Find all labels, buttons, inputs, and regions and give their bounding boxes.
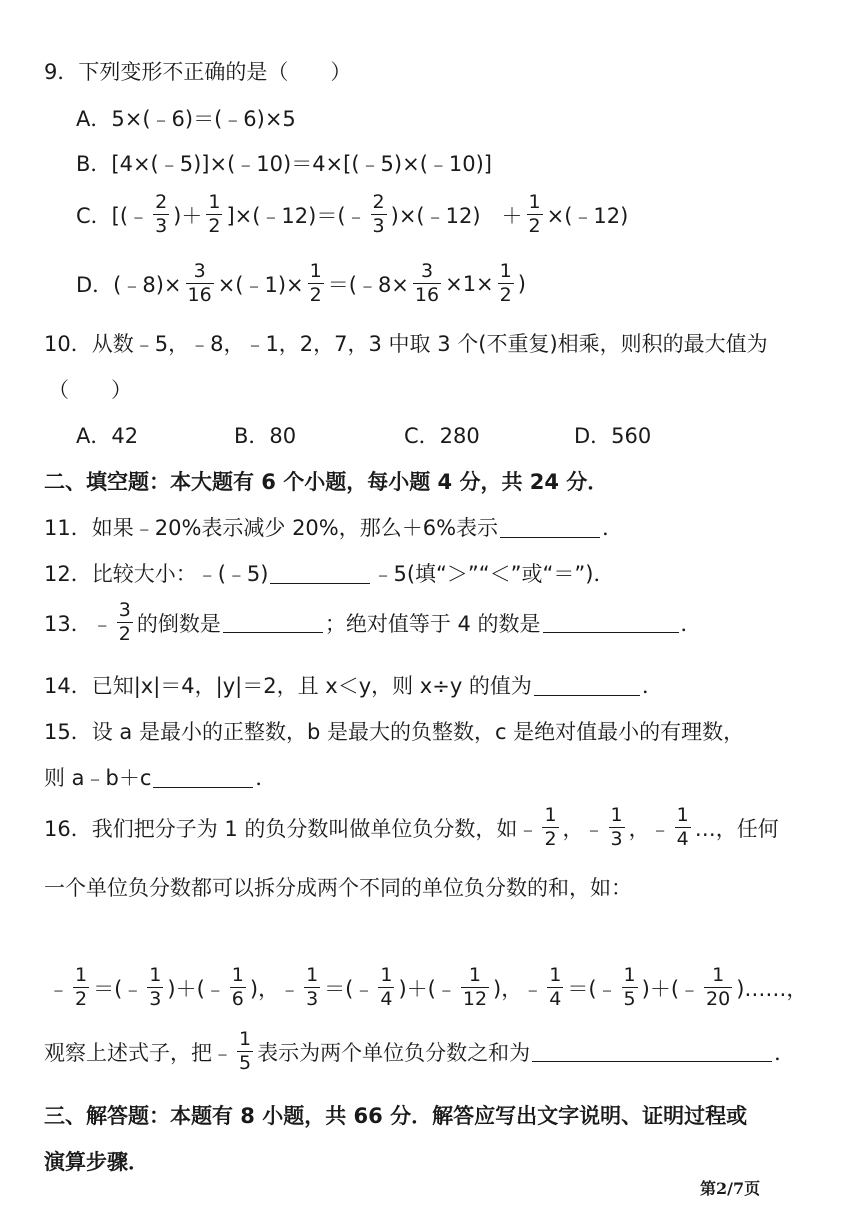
q10-option-c: C．280: [404, 424, 480, 448]
answer-blank[interactable]: [270, 563, 370, 584]
answer-blank[interactable]: [534, 675, 640, 696]
q10-paren: （ ）: [48, 378, 132, 402]
q9-option-a: A．5×(﹣6)＝(﹣6)×5: [76, 107, 296, 131]
answer-blank[interactable]: [532, 1041, 772, 1062]
q9-option-b: B．[4×(﹣5)]×(﹣10)＝4×[(﹣5)×(﹣10)]: [76, 152, 492, 176]
q9-option-d: D． (﹣8)× $\frac{3}{16}$ ×(﹣1)× $\frac{1}{2}$ ＝(﹣8× $\frac{3}{16}$ ×1× $\frac{1}{2}$ ): [76, 260, 526, 306]
q15-line2: 则 a﹣b＋c ．: [44, 766, 277, 790]
q16-observe: 观察上述式子，把﹣ $\frac{1}{5}$ 表示为两个单位负分数之和为 ．: [44, 1028, 796, 1074]
q14: 14．已知|x|＝4，|y|＝2，且 x＜y，则 x÷y 的值为 ．: [44, 674, 663, 698]
fraction: $\frac{3}{2}$: [118, 599, 131, 645]
q16-line2: 一个单位负分数都可以拆分成两个不同的单位负分数的和，如：: [44, 876, 632, 900]
q9-option-c: C． [(﹣ $\frac{2}{3}$ )＋ $\frac{1}{2}$ ]×(﹣12)＝(﹣ $\frac{2}{3}$ )×(﹣12) ＋ $\frac{1}{2}$ ×(﹣12): [76, 191, 629, 237]
section3-heading-line1: 三、解答题：本题有 8 小题，共 66 分．解答应写出文字说明、证明过程或: [44, 1104, 748, 1128]
page-number: 第2/7页: [700, 1179, 761, 1198]
fraction: $\frac{3}{16}$: [414, 260, 440, 306]
answer-blank[interactable]: [543, 612, 679, 633]
q11: 11．如果﹣20%表示减少 20%，那么＋6%表示 ．: [44, 516, 624, 540]
q16-examples: ﹣ $\frac{1}{2}$ ＝(﹣ $\frac{1}{3}$ )＋(﹣ $\frac{1}{6}$ )， ﹣ $\frac{1}{3}$ ＝(﹣ $\frac{1}{4}$ )＋(﹣ $\frac{1}{12}$ )， ﹣ $\frac{1}{4}$ ＝(﹣ $\frac{1}{5}$ )＋(﹣ $\frac{1}{20}$ )……，: [48, 964, 808, 1010]
fraction: $\frac{1}{4}$: [676, 804, 689, 850]
q10-stem: 10．从数﹣5，﹣8，﹣1，2，7，3 中取 3 个(不重复)相乘，则积的最大值为: [44, 332, 768, 356]
q10-option-a: A．42: [76, 424, 139, 448]
fraction: $\frac{1}{2}$: [544, 804, 557, 850]
fraction: $\frac{3}{16}$: [187, 260, 212, 306]
q13: 13．﹣ $\frac{3}{2}$ 的倒数是 ；绝对值等于 4 的数是 ．: [44, 599, 702, 645]
q10-option-b: B．80: [234, 424, 297, 448]
answer-blank[interactable]: [500, 517, 600, 538]
answer-blank[interactable]: [153, 767, 253, 788]
q12: 12．比较大小：﹣(﹣5) ﹣5(填“＞”“＜”或“＝”)．: [44, 562, 615, 586]
fraction: $\frac{2}{3}$: [155, 191, 168, 237]
q10-option-d: D．560: [574, 424, 652, 448]
fraction: $\frac{1}{2}$: [208, 191, 221, 237]
fraction: $\frac{1}{2}$: [499, 260, 512, 306]
fraction: $\frac{1}{3}$: [610, 804, 623, 850]
answer-blank[interactable]: [223, 612, 323, 633]
fraction: $\frac{1}{2}$: [528, 191, 541, 237]
fraction: $\frac{1}{2}$: [309, 260, 322, 306]
fraction: $\frac{2}{3}$: [372, 191, 385, 237]
section3-heading-line2: 演算步骤．: [44, 1150, 149, 1174]
q9-stem: 9．下列变形不正确的是（ ）: [44, 60, 352, 84]
q16-line1: 16．我们把分子为 1 的负分数叫做单位负分数，如﹣ $\frac{1}{2}$ ，﹣ $\frac{1}{3}$ ，﹣ $\frac{1}{4}$ …，任何: [44, 804, 779, 850]
fraction: $\frac{1}{5}$: [239, 1028, 252, 1074]
q15-line1: 15．设 a 是最小的正整数，b 是最大的负整数，c 是绝对值最小的有理数，: [44, 720, 745, 744]
section2-heading: 二、填空题：本大题有 6 个小题，每小题 4 分，共 24 分．: [44, 470, 609, 494]
